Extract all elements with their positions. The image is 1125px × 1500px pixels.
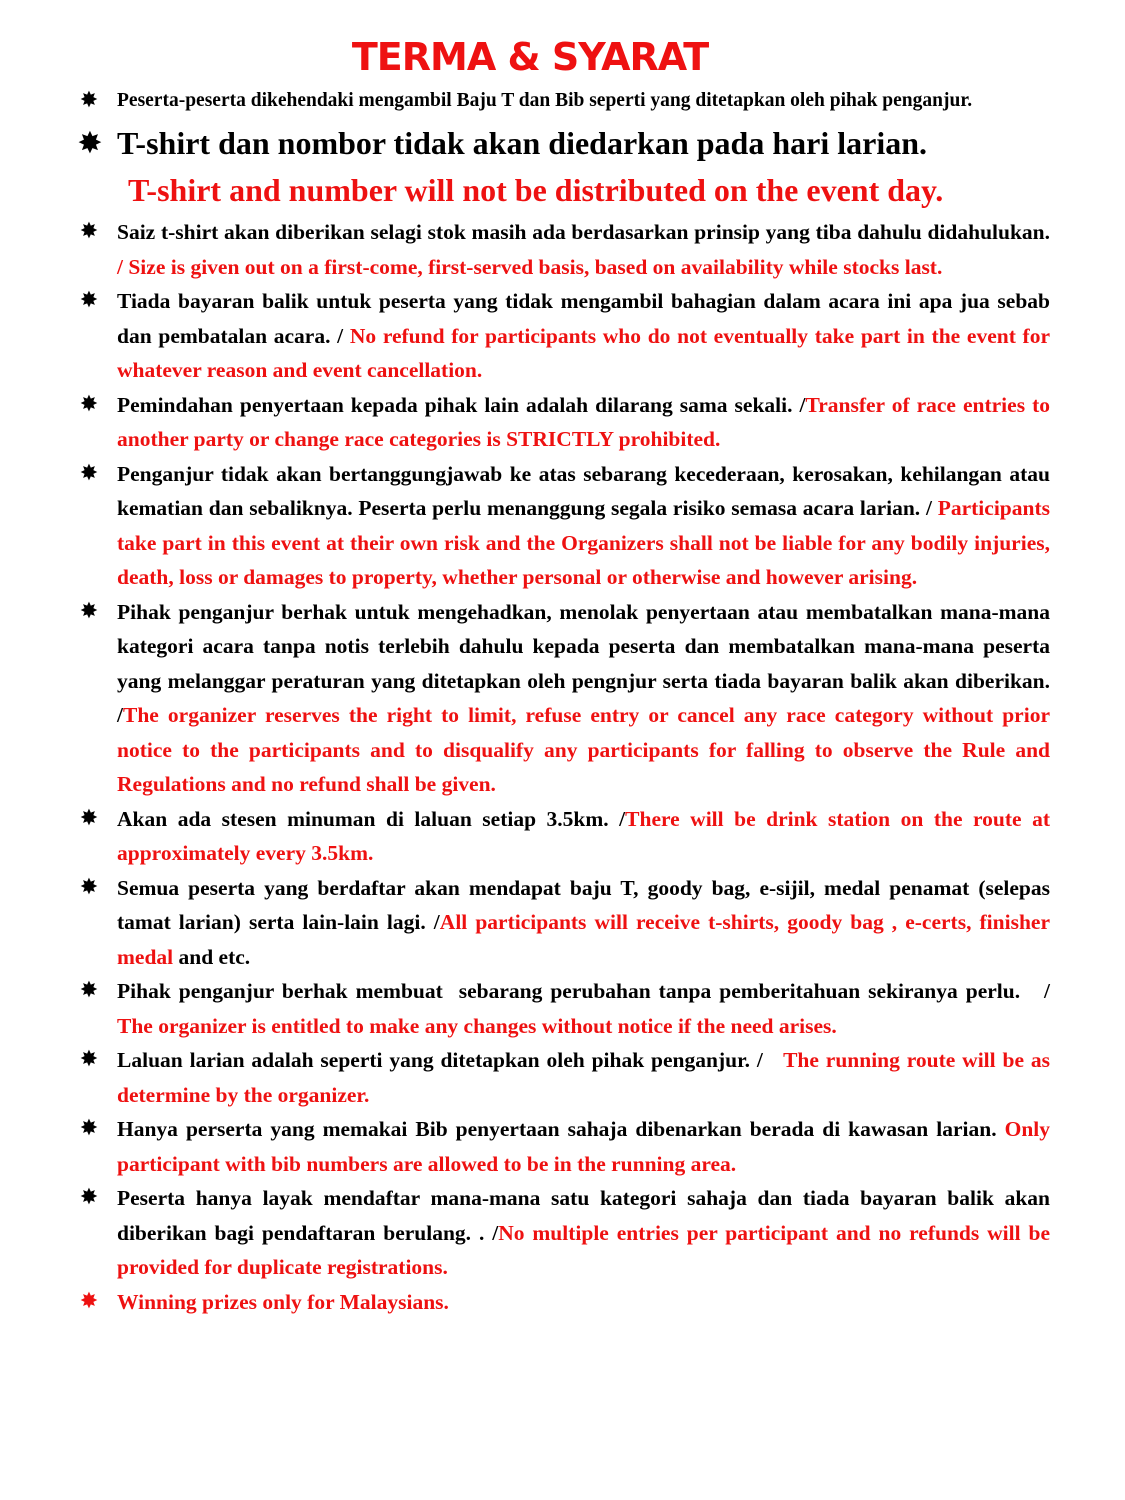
item-text-english: There will be drink station on the route at approximately every 3.5km. (117, 806, 1050, 865)
item-text-malay: Akan ada stesen minuman di laluan setiap 3.5km. / (117, 806, 626, 831)
item-text-english: The running route will be as determine by the organizer. (117, 1048, 1050, 1107)
star-bullet-icon: ✸ (79, 1047, 99, 1072)
item-text-english: Transfer of race entries to another party or change race categories is STRICTLY prohibited. (117, 392, 1050, 451)
star-bullet-icon: ✸ (77, 126, 103, 161)
list-item (78, 1043, 1050, 1112)
item-text-tail: and etc. (173, 944, 251, 969)
item-text-english: Only participant with bib numbers are allowed to be in the running area. (117, 1117, 1050, 1176)
item-text-malay: Peserta hanya layak mendaftar mana-mana satu kategori sahaja dan tiada bayaran balik akan diberikan bagi pendaftaran berulang. . / (117, 1186, 1050, 1245)
item-text-malay: Semua peserta yang berdaftar akan mendapat baju T, goody bag, e-sijil, medal penamat (selepas tamat larian) serta lain-lain lagi. / (117, 875, 1050, 934)
star-bullet-icon: ✸ (79, 1185, 99, 1210)
list-item (78, 974, 1066, 1043)
list-item (78, 1181, 1050, 1285)
item-text-malay: Laluan larian adalah seperti yang ditetapkan oleh pihak penganjur. / (117, 1048, 784, 1072)
star-bullet-icon: ✸ (79, 1116, 99, 1141)
star-bullet-icon: ✸ (79, 1288, 99, 1314)
terms-list (77, 84, 1066, 1319)
star-bullet-icon: ✸ (79, 460, 99, 486)
star-bullet-icon: ✸ (79, 88, 99, 113)
star-bullet-icon: ✸ (79, 598, 99, 624)
item-text-english: Participants take part in this event at their own risk and the Organizers shall not be liable for any bodily injuries, death, loss or damages to property, whether personal or otherwise and however arising. (117, 496, 1050, 589)
item-text-english: No refund for participants who do not eventually take part in the event for whatever reason and event cancellation. (117, 323, 1051, 382)
item-text-english: The organizer is entitled to make any changes without notice if the need arises. (117, 1013, 837, 1038)
item-text-malay: Hanya perserta yang memakai Bib penyertaan sahaja dibenarkan berada di kawasan larian. (117, 1117, 1005, 1141)
star-bullet-icon: ✸ (79, 874, 99, 900)
list-item (78, 284, 1050, 388)
star-bullet-icon: ✸ (79, 978, 99, 1003)
item-text-malay: T-shirt dan nombor tidak akan diedarkan pada hari larian. (117, 125, 928, 161)
item-text-malay: Tiada bayaran balik untuk peserta yang tidak mengambil bahagian dalam acara ini apa jua sebab dan pembatalan acara. / (117, 289, 1050, 348)
list-item (78, 802, 1050, 871)
star-bullet-icon: ✸ (79, 219, 99, 244)
list-item (78, 595, 1050, 802)
item-text-english: The organizer reserves the right to limit, refuse entry or cancel any race category without prior notice to the participants and to disqualify any participants for falling to observe the Rule and Regulations and no refund shall be given. (117, 703, 1050, 796)
item-text-malay: Pemindahan penyertaan kepada pihak lain adalah dilarang sama sekali. / (117, 392, 806, 417)
star-bullet-icon: ✸ (79, 805, 99, 831)
item-text-english: / Size is given out on a first-come, first-served basis, based on availability while stocks last. (117, 254, 943, 279)
item-text-english: All participants will receive t-shirts, goody bag , e-certs, finisher medal (117, 910, 1050, 969)
list-item (78, 388, 1050, 457)
list-item (78, 215, 1050, 284)
item-text-malay: Pihak penganjur berhak untuk mengehadkan, menolak penyertaan atau membatalkan mana-mana kategori acara tanpa notis terlebih dahulu kepada peserta dan membatalkan mana-mana peserta yang melanggar peraturan yang ditetapkan oleh pengnjur serta tiada bayaran balik akan diberikan. / (117, 599, 1050, 727)
list-item (78, 871, 1050, 975)
star-bullet-icon: ✸ (79, 288, 99, 313)
item-text-english: Winning prizes only for Malaysians. (117, 1289, 449, 1314)
page-title: TERMA & SYARAT (351, 35, 709, 79)
list-item (78, 1285, 1050, 1320)
list-item (78, 457, 1050, 595)
list-item (78, 84, 1050, 117)
item-text-english-headline: T-shirt and number will not be distributed on the event day. (128, 172, 944, 208)
item-text-malay: Saiz t-shirt akan diberikan selagi stok masih ada berdasarkan prinsip yang tiba dahulu didahulukan. (117, 220, 1050, 244)
item-text-malay: Peserta-peserta dikehendaki mengambil Baju T dan Bib seperti yang ditetapkan oleh pihak penganjur. (117, 90, 973, 111)
star-bullet-icon: ✸ (79, 391, 99, 417)
list-item (78, 121, 1050, 165)
item-text-english: No multiple entries per participant and no refunds will be provided for duplicate registrations. (117, 1220, 1050, 1279)
item-text-malay: Penganjur tidak akan bertanggungjawab ke atas sebarang kecederaan, kerosakan, kehilangan atau kematian dan sebaliknya. Peserta perlu menanggung segala risiko semasa acara larian. / (117, 461, 1050, 520)
item-text-malay: Pihak penganjur berhak membuat sebarang perubahan tanpa pemberitahuan sekiranya perlu. / (117, 979, 1066, 1003)
list-item (78, 1112, 1050, 1181)
